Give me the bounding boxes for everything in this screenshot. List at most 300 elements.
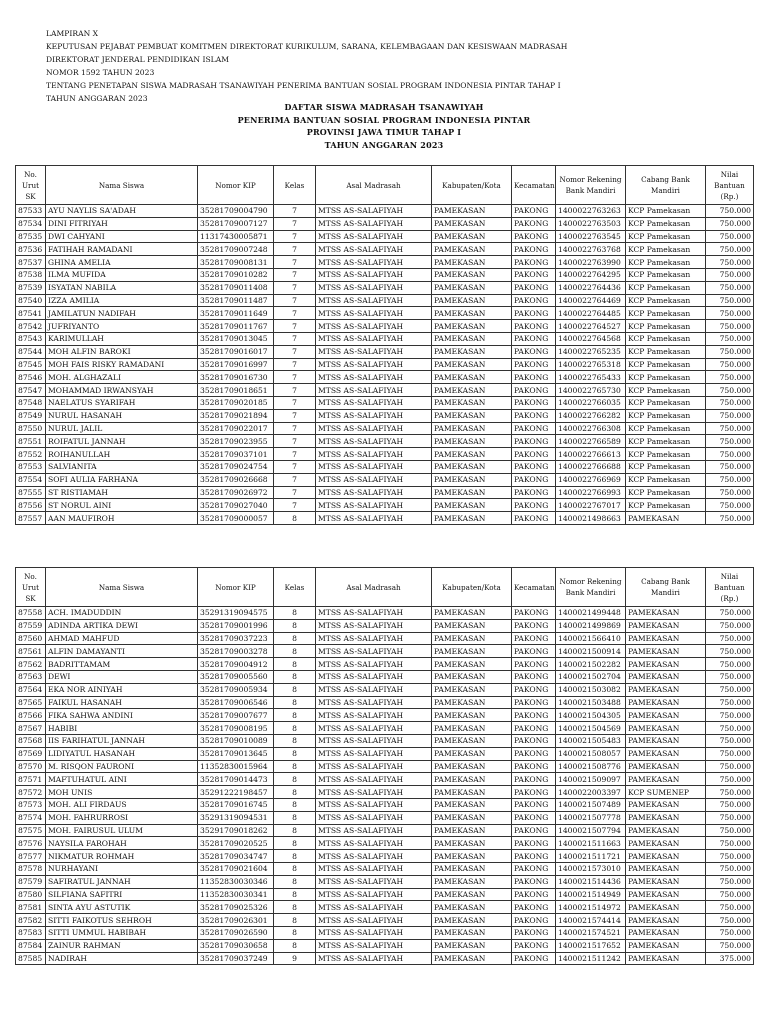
cell-nomor-rekening: 1400022764485: [556, 307, 626, 320]
cell-nomor-kip: 35281709026301: [198, 914, 274, 927]
cell-asal-madrasah: MTSS AS-SALAFIYAH: [316, 888, 432, 901]
cell-nomor-kip: 35281709026972: [198, 486, 274, 499]
cell-nama-siswa: NURUL JALIL: [46, 422, 198, 435]
cell-asal-madrasah: MTSS AS-SALAFIYAH: [316, 914, 432, 927]
cell-nomor-rekening: 1400021502704: [556, 670, 626, 683]
cell-kabupaten: PAMEKASAN: [432, 268, 512, 281]
cell-cabang-bank: KCP Pamekasan: [626, 486, 706, 499]
cell-kelas: 8: [274, 875, 316, 888]
header-line: NOMOR 1592 TAHUN 2023: [46, 68, 155, 77]
cell-nomor-rekening: 1400021508057: [556, 747, 626, 760]
cell-asal-madrasah: MTSS AS-SALAFIYAH: [316, 205, 432, 218]
cell-asal-madrasah: MTSS AS-SALAFIYAH: [316, 409, 432, 422]
cell-no-urut: 87554: [16, 473, 46, 486]
cell-no-urut: 87538: [16, 268, 46, 281]
table-row: [16, 256, 754, 269]
cell-kecamatan: PAKONG: [512, 926, 556, 939]
cell-kabupaten: PAMEKASAN: [432, 798, 512, 811]
cell-asal-madrasah: MTSS AS-SALAFIYAH: [316, 734, 432, 747]
cell-nilai-bantuan: 750.000: [706, 396, 754, 409]
cell-nomor-kip: 35291319094531: [198, 811, 274, 824]
table-row: [16, 512, 754, 525]
cell-kabupaten: PAMEKASAN: [432, 205, 512, 218]
cell-nomor-rekening: 1400021514949: [556, 888, 626, 901]
cell-no-urut: 87580: [16, 888, 46, 901]
cell-nilai-bantuan: 750.000: [706, 824, 754, 837]
cell-cabang-bank: KCP Pamekasan: [626, 217, 706, 230]
cell-nama-siswa: MOH. FAIRUSUL ULUM: [46, 824, 198, 837]
cell-kecamatan: PAKONG: [512, 747, 556, 760]
cell-nama-siswa: NAELATUS SYARIFAH: [46, 396, 198, 409]
table-row: [16, 658, 754, 671]
cell-cabang-bank: KCP Pamekasan: [626, 243, 706, 256]
cell-kecamatan: PAKONG: [512, 486, 556, 499]
cell-nilai-bantuan: 750.000: [706, 683, 754, 696]
cell-asal-madrasah: MTSS AS-SALAFIYAH: [316, 722, 432, 735]
cell-nomor-rekening: 1400022766969: [556, 473, 626, 486]
cell-no-urut: 87556: [16, 499, 46, 512]
cell-nomor-kip: 35281709016745: [198, 798, 274, 811]
cell-nama-siswa: DINI FITRIYAH: [46, 217, 198, 230]
cell-kabupaten: PAMEKASAN: [432, 722, 512, 735]
cell-no-urut: 87562: [16, 658, 46, 671]
cell-no-urut: 87581: [16, 901, 46, 914]
cell-kecamatan: PAKONG: [512, 645, 556, 658]
cell-no-urut: 87552: [16, 448, 46, 461]
cell-nilai-bantuan: 750.000: [706, 901, 754, 914]
table-row: [16, 914, 754, 927]
table-row: [16, 939, 754, 952]
cell-nilai-bantuan: 750.000: [706, 512, 754, 525]
cell-kelas: 7: [274, 384, 316, 397]
cell-nama-siswa: ACH. IMADUDDIN: [46, 607, 198, 620]
cell-kabupaten: PAMEKASAN: [432, 747, 512, 760]
cell-kecamatan: PAKONG: [512, 670, 556, 683]
table-row: [16, 607, 754, 620]
column-header-kelas: Kelas: [274, 568, 316, 607]
cell-no-urut: 87546: [16, 371, 46, 384]
cell-cabang-bank: KCP SUMENEP: [626, 786, 706, 799]
cell-no-urut: 87576: [16, 837, 46, 850]
table-row: [16, 409, 754, 422]
cell-nomor-kip: 35281709007248: [198, 243, 274, 256]
table-row: [16, 205, 754, 218]
cell-cabang-bank: PAMEKASAN: [626, 709, 706, 722]
cell-kelas: 7: [274, 358, 316, 371]
cell-nomor-rekening: 1400022764295: [556, 268, 626, 281]
cell-nama-siswa: SILFIANA SAFITRI: [46, 888, 198, 901]
cell-kelas: 8: [274, 670, 316, 683]
cell-no-urut: 87573: [16, 798, 46, 811]
cell-nama-siswa: NADIRAH: [46, 952, 198, 965]
cell-nomor-kip: 35281709037223: [198, 632, 274, 645]
cell-nomor-rekening: 1400021502282: [556, 658, 626, 671]
cell-cabang-bank: PAMEKASAN: [626, 798, 706, 811]
cell-kelas: 8: [274, 632, 316, 645]
table-row: [16, 217, 754, 230]
cell-kabupaten: PAMEKASAN: [432, 512, 512, 525]
table-row: [16, 862, 754, 875]
cell-kecamatan: PAKONG: [512, 786, 556, 799]
cell-cabang-bank: KCP Pamekasan: [626, 230, 706, 243]
cell-cabang-bank: KCP Pamekasan: [626, 396, 706, 409]
cell-nama-siswa: NIKMATUR ROHMAH: [46, 850, 198, 863]
table-row: [16, 850, 754, 863]
cell-nama-siswa: AYU NAYLIS SA'ADAH: [46, 205, 198, 218]
cell-nilai-bantuan: 750.000: [706, 499, 754, 512]
cell-nama-siswa: ST NORUL AINI: [46, 499, 198, 512]
table-row: [16, 230, 754, 243]
cell-no-urut: 87567: [16, 722, 46, 735]
table-row: [16, 435, 754, 448]
cell-kecamatan: PAKONG: [512, 760, 556, 773]
column-header-kelas: Kelas: [274, 166, 316, 205]
title-line: DAFTAR SISWA MADRASAH TSANAWIYAH: [284, 102, 484, 112]
cell-no-urut: 87585: [16, 952, 46, 965]
cell-nomor-rekening: 1400021514972: [556, 901, 626, 914]
table-row: [16, 243, 754, 256]
cell-kelas: 7: [274, 473, 316, 486]
cell-nomor-kip: 35281709007127: [198, 217, 274, 230]
cell-nomor-kip: 35281709016017: [198, 345, 274, 358]
table-row: [16, 875, 754, 888]
cell-asal-madrasah: MTSS AS-SALAFIYAH: [316, 875, 432, 888]
title-line: PENERIMA BANTUAN SOSIAL PROGRAM INDONESIA PINTAR: [237, 114, 531, 125]
cell-kabupaten: PAMEKASAN: [432, 862, 512, 875]
cell-nomor-kip: 35281709037249: [198, 952, 274, 965]
cell-nama-siswa: ZAINUR RAHMAN: [46, 939, 198, 952]
cell-nilai-bantuan: 750.000: [706, 205, 754, 218]
cell-kecamatan: PAKONG: [512, 798, 556, 811]
cell-kabupaten: PAMEKASAN: [432, 281, 512, 294]
cell-asal-madrasah: MTSS AS-SALAFIYAH: [316, 499, 432, 512]
cell-asal-madrasah: MTSS AS-SALAFIYAH: [316, 645, 432, 658]
cell-nama-siswa: SALVIANITA: [46, 460, 198, 473]
cell-nama-siswa: ROIFATUL JANNAH: [46, 435, 198, 448]
column-header-kecamatan: Kecamatan: [512, 568, 556, 607]
cell-nomor-rekening: 1400021508776: [556, 760, 626, 773]
cell-cabang-bank: KCP Pamekasan: [626, 371, 706, 384]
cell-no-urut: 87572: [16, 786, 46, 799]
cell-nomor-rekening: 1400022766993: [556, 486, 626, 499]
document-header: [46, 27, 567, 105]
cell-nomor-rekening: 1400022765730: [556, 384, 626, 397]
cell-nomor-kip: 35281709021894: [198, 409, 274, 422]
cell-kecamatan: PAKONG: [512, 205, 556, 218]
column-header-kabupaten: Kabupaten/Kota: [432, 568, 512, 607]
cell-kelas: 8: [274, 901, 316, 914]
column-header-nomor-kip: Nomor KIP: [198, 166, 274, 205]
cell-kecamatan: PAKONG: [512, 914, 556, 927]
cell-asal-madrasah: MTSS AS-SALAFIYAH: [316, 824, 432, 837]
cell-kelas: 8: [274, 837, 316, 850]
table-row: [16, 332, 754, 345]
cell-asal-madrasah: MTSS AS-SALAFIYAH: [316, 939, 432, 952]
cell-kelas: 7: [274, 268, 316, 281]
cell-nilai-bantuan: 750.000: [706, 473, 754, 486]
cell-kelas: 7: [274, 205, 316, 218]
cell-kelas: 8: [274, 619, 316, 632]
cell-nama-siswa: GHINA AMELIA: [46, 256, 198, 269]
cell-kabupaten: PAMEKASAN: [432, 952, 512, 965]
cell-no-urut: 87535: [16, 230, 46, 243]
cell-kelas: 7: [274, 294, 316, 307]
cell-no-urut: 87539: [16, 281, 46, 294]
cell-nomor-kip: 11352830030341: [198, 888, 274, 901]
cell-nilai-bantuan: 750.000: [706, 422, 754, 435]
cell-kabupaten: PAMEKASAN: [432, 914, 512, 927]
cell-kecamatan: PAKONG: [512, 243, 556, 256]
cell-asal-madrasah: MTSS AS-SALAFIYAH: [316, 862, 432, 875]
cell-nama-siswa: NAYSILA FAROHAH: [46, 837, 198, 850]
cell-asal-madrasah: MTSS AS-SALAFIYAH: [316, 217, 432, 230]
cell-nama-siswa: M. RISQON FAURONI: [46, 760, 198, 773]
cell-nomor-kip: 35281709005934: [198, 683, 274, 696]
table-row: [16, 460, 754, 473]
cell-nama-siswa: MOH. FAHRURROSI: [46, 811, 198, 824]
cell-cabang-bank: KCP Pamekasan: [626, 448, 706, 461]
cell-cabang-bank: KCP Pamekasan: [626, 358, 706, 371]
cell-nilai-bantuan: 750.000: [706, 632, 754, 645]
cell-kecamatan: PAKONG: [512, 837, 556, 850]
cell-nomor-kip: 35281709011649: [198, 307, 274, 320]
cell-cabang-bank: KCP Pamekasan: [626, 409, 706, 422]
cell-nilai-bantuan: 750.000: [706, 786, 754, 799]
cell-kelas: 9: [274, 952, 316, 965]
cell-kecamatan: PAKONG: [512, 696, 556, 709]
cell-kabupaten: PAMEKASAN: [432, 901, 512, 914]
cell-nomor-kip: 35281709020185: [198, 396, 274, 409]
cell-nomor-kip: 35281709013045: [198, 332, 274, 345]
cell-nama-siswa: EKA NOR AINIYAH: [46, 683, 198, 696]
cell-nama-siswa: ADINDA ARTIKA DEWI: [46, 619, 198, 632]
cell-kabupaten: PAMEKASAN: [432, 709, 512, 722]
cell-no-urut: 87547: [16, 384, 46, 397]
cell-nilai-bantuan: 750.000: [706, 645, 754, 658]
cell-nomor-kip: 35281709011487: [198, 294, 274, 307]
cell-kelas: 8: [274, 939, 316, 952]
cell-kabupaten: PAMEKASAN: [432, 320, 512, 333]
cell-nomor-rekening: 1400021511721: [556, 850, 626, 863]
cell-kecamatan: PAKONG: [512, 460, 556, 473]
column-header-no-urut: No. Urut SK: [16, 166, 46, 205]
cell-kecamatan: PAKONG: [512, 268, 556, 281]
cell-kabupaten: PAMEKASAN: [432, 760, 512, 773]
table-row: [16, 320, 754, 333]
cell-no-urut: 87566: [16, 709, 46, 722]
cell-nomor-rekening: 1400021517652: [556, 939, 626, 952]
cell-no-urut: 87584: [16, 939, 46, 952]
cell-kabupaten: PAMEKASAN: [432, 926, 512, 939]
cell-nilai-bantuan: 750.000: [706, 658, 754, 671]
cell-nomor-rekening: 1400022766688: [556, 460, 626, 473]
cell-kelas: 8: [274, 824, 316, 837]
cell-kecamatan: PAKONG: [512, 307, 556, 320]
cell-nama-siswa: MOHAMMAD IRWANSYAH: [46, 384, 198, 397]
cell-nama-siswa: SITTI UMMUL HABIBAH: [46, 926, 198, 939]
cell-cabang-bank: KCP Pamekasan: [626, 294, 706, 307]
cell-nilai-bantuan: 750.000: [706, 268, 754, 281]
cell-nomor-kip: 35291222198457: [198, 786, 274, 799]
cell-nomor-rekening: 1400021505483: [556, 734, 626, 747]
cell-no-urut: 87558: [16, 607, 46, 620]
cell-cabang-bank: PAMEKASAN: [626, 850, 706, 863]
cell-no-urut: 87583: [16, 926, 46, 939]
cell-kecamatan: PAKONG: [512, 607, 556, 620]
cell-kelas: 7: [274, 307, 316, 320]
cell-nilai-bantuan: 750.000: [706, 939, 754, 952]
cell-cabang-bank: KCP Pamekasan: [626, 256, 706, 269]
cell-nomor-rekening: 1400021574414: [556, 914, 626, 927]
cell-kecamatan: PAKONG: [512, 811, 556, 824]
cell-cabang-bank: PAMEKASAN: [626, 670, 706, 683]
cell-nilai-bantuan: 750.000: [706, 256, 754, 269]
cell-kabupaten: PAMEKASAN: [432, 345, 512, 358]
cell-nomor-kip: 35281709011408: [198, 281, 274, 294]
cell-asal-madrasah: MTSS AS-SALAFIYAH: [316, 448, 432, 461]
cell-asal-madrasah: MTSS AS-SALAFIYAH: [316, 696, 432, 709]
cell-no-urut: 87550: [16, 422, 46, 435]
cell-kabupaten: PAMEKASAN: [432, 786, 512, 799]
cell-asal-madrasah: MTSS AS-SALAFIYAH: [316, 396, 432, 409]
cell-nomor-kip: 35281709008131: [198, 256, 274, 269]
cell-no-urut: 87533: [16, 205, 46, 218]
cell-kabupaten: PAMEKASAN: [432, 371, 512, 384]
cell-kecamatan: PAKONG: [512, 683, 556, 696]
cell-nama-siswa: HABIBI: [46, 722, 198, 735]
cell-cabang-bank: PAMEKASAN: [626, 747, 706, 760]
table-row: [16, 670, 754, 683]
cell-nilai-bantuan: 750.000: [706, 850, 754, 863]
table-row: [16, 824, 754, 837]
cell-nomor-rekening: 1400022763768: [556, 243, 626, 256]
cell-asal-madrasah: MTSS AS-SALAFIYAH: [316, 320, 432, 333]
cell-no-urut: 87578: [16, 862, 46, 875]
table-row: [16, 632, 754, 645]
cell-nomor-kip: 35281709001996: [198, 619, 274, 632]
cell-nomor-kip: 35281709004790: [198, 205, 274, 218]
cell-nomor-rekening: 1400021503488: [556, 696, 626, 709]
cell-nomor-kip: 35281709016997: [198, 358, 274, 371]
cell-nilai-bantuan: 750.000: [706, 307, 754, 320]
cell-cabang-bank: KCP Pamekasan: [626, 332, 706, 345]
cell-cabang-bank: KCP Pamekasan: [626, 205, 706, 218]
cell-nomor-rekening: 1400022003397: [556, 786, 626, 799]
cell-nomor-rekening: 1400022765433: [556, 371, 626, 384]
table-row: [16, 811, 754, 824]
cell-nomor-rekening: 1400021503082: [556, 683, 626, 696]
table-row: [16, 683, 754, 696]
cell-nomor-kip: 35281709005560: [198, 670, 274, 683]
cell-nama-siswa: FAIKUL HASANAH: [46, 696, 198, 709]
cell-nilai-bantuan: 750.000: [706, 230, 754, 243]
table-row: [16, 499, 754, 512]
cell-kelas: 8: [274, 773, 316, 786]
cell-no-urut: 87537: [16, 256, 46, 269]
student-table-2: [15, 567, 754, 965]
table-row: [16, 709, 754, 722]
cell-cabang-bank: PAMEKASAN: [626, 619, 706, 632]
table-body: [16, 205, 754, 525]
cell-kelas: 8: [274, 914, 316, 927]
cell-nama-siswa: MOH ALFIN BAROKI: [46, 345, 198, 358]
table-row: [16, 952, 754, 965]
cell-cabang-bank: PAMEKASAN: [626, 645, 706, 658]
cell-asal-madrasah: MTSS AS-SALAFIYAH: [316, 332, 432, 345]
cell-cabang-bank: PAMEKASAN: [626, 926, 706, 939]
cell-kecamatan: PAKONG: [512, 512, 556, 525]
cell-nama-siswa: MAFTUHATUL AINI: [46, 773, 198, 786]
cell-asal-madrasah: MTSS AS-SALAFIYAH: [316, 658, 432, 671]
cell-nomor-rekening: 1400022763990: [556, 256, 626, 269]
cell-kelas: 7: [274, 396, 316, 409]
cell-kecamatan: PAKONG: [512, 332, 556, 345]
cell-nomor-rekening: 1400022766035: [556, 396, 626, 409]
cell-nilai-bantuan: 750.000: [706, 722, 754, 735]
cell-no-urut: 87553: [16, 460, 46, 473]
table-row: [16, 486, 754, 499]
cell-asal-madrasah: MTSS AS-SALAFIYAH: [316, 460, 432, 473]
cell-nama-siswa: AHMAD MAHFUD: [46, 632, 198, 645]
cell-nilai-bantuan: 750.000: [706, 435, 754, 448]
cell-kecamatan: PAKONG: [512, 320, 556, 333]
cell-kelas: 8: [274, 926, 316, 939]
table-row: [16, 696, 754, 709]
table-row: [16, 926, 754, 939]
cell-cabang-bank: PAMEKASAN: [626, 901, 706, 914]
cell-nomor-kip: 35281709026590: [198, 926, 274, 939]
cell-kabupaten: PAMEKASAN: [432, 499, 512, 512]
cell-nomor-kip: 35291319094575: [198, 607, 274, 620]
cell-kecamatan: PAKONG: [512, 473, 556, 486]
cell-nomor-rekening: 1400021509097: [556, 773, 626, 786]
cell-asal-madrasah: MTSS AS-SALAFIYAH: [316, 837, 432, 850]
cell-nomor-kip: 35281709034747: [198, 850, 274, 863]
cell-asal-madrasah: MTSS AS-SALAFIYAH: [316, 901, 432, 914]
table-row: [16, 645, 754, 658]
cell-asal-madrasah: MTSS AS-SALAFIYAH: [316, 307, 432, 320]
cell-kecamatan: PAKONG: [512, 658, 556, 671]
cell-nama-siswa: SOFI AULIA FARHANA: [46, 473, 198, 486]
cell-nama-siswa: MOH. ALGHAZALI: [46, 371, 198, 384]
cell-nomor-rekening: 1400022766589: [556, 435, 626, 448]
table-row: [16, 396, 754, 409]
cell-kabupaten: PAMEKASAN: [432, 332, 512, 345]
cell-asal-madrasah: MTSS AS-SALAFIYAH: [316, 294, 432, 307]
cell-nomor-rekening: 1400022764436: [556, 281, 626, 294]
cell-no-urut: 87541: [16, 307, 46, 320]
cell-nilai-bantuan: 750.000: [706, 384, 754, 397]
cell-nilai-bantuan: 750.000: [706, 875, 754, 888]
cell-nomor-kip: 11352830015964: [198, 760, 274, 773]
cell-kabupaten: PAMEKASAN: [432, 307, 512, 320]
cell-nilai-bantuan: 750.000: [706, 696, 754, 709]
cell-kelas: 8: [274, 747, 316, 760]
cell-asal-madrasah: MTSS AS-SALAFIYAH: [316, 371, 432, 384]
cell-nomor-kip: 35291709018262: [198, 824, 274, 837]
cell-cabang-bank: PAMEKASAN: [626, 837, 706, 850]
table-row: [16, 619, 754, 632]
cell-cabang-bank: PAMEKASAN: [626, 888, 706, 901]
cell-cabang-bank: PAMEKASAN: [626, 632, 706, 645]
cell-nomor-rekening: 1400022765235: [556, 345, 626, 358]
cell-cabang-bank: KCP Pamekasan: [626, 473, 706, 486]
table-row: [16, 281, 754, 294]
cell-asal-madrasah: MTSS AS-SALAFIYAH: [316, 281, 432, 294]
cell-kelas: 7: [274, 345, 316, 358]
column-header-nilai-bantuan: Nilai Bantuan (Rp.): [706, 568, 754, 607]
cell-no-urut: 87551: [16, 435, 46, 448]
